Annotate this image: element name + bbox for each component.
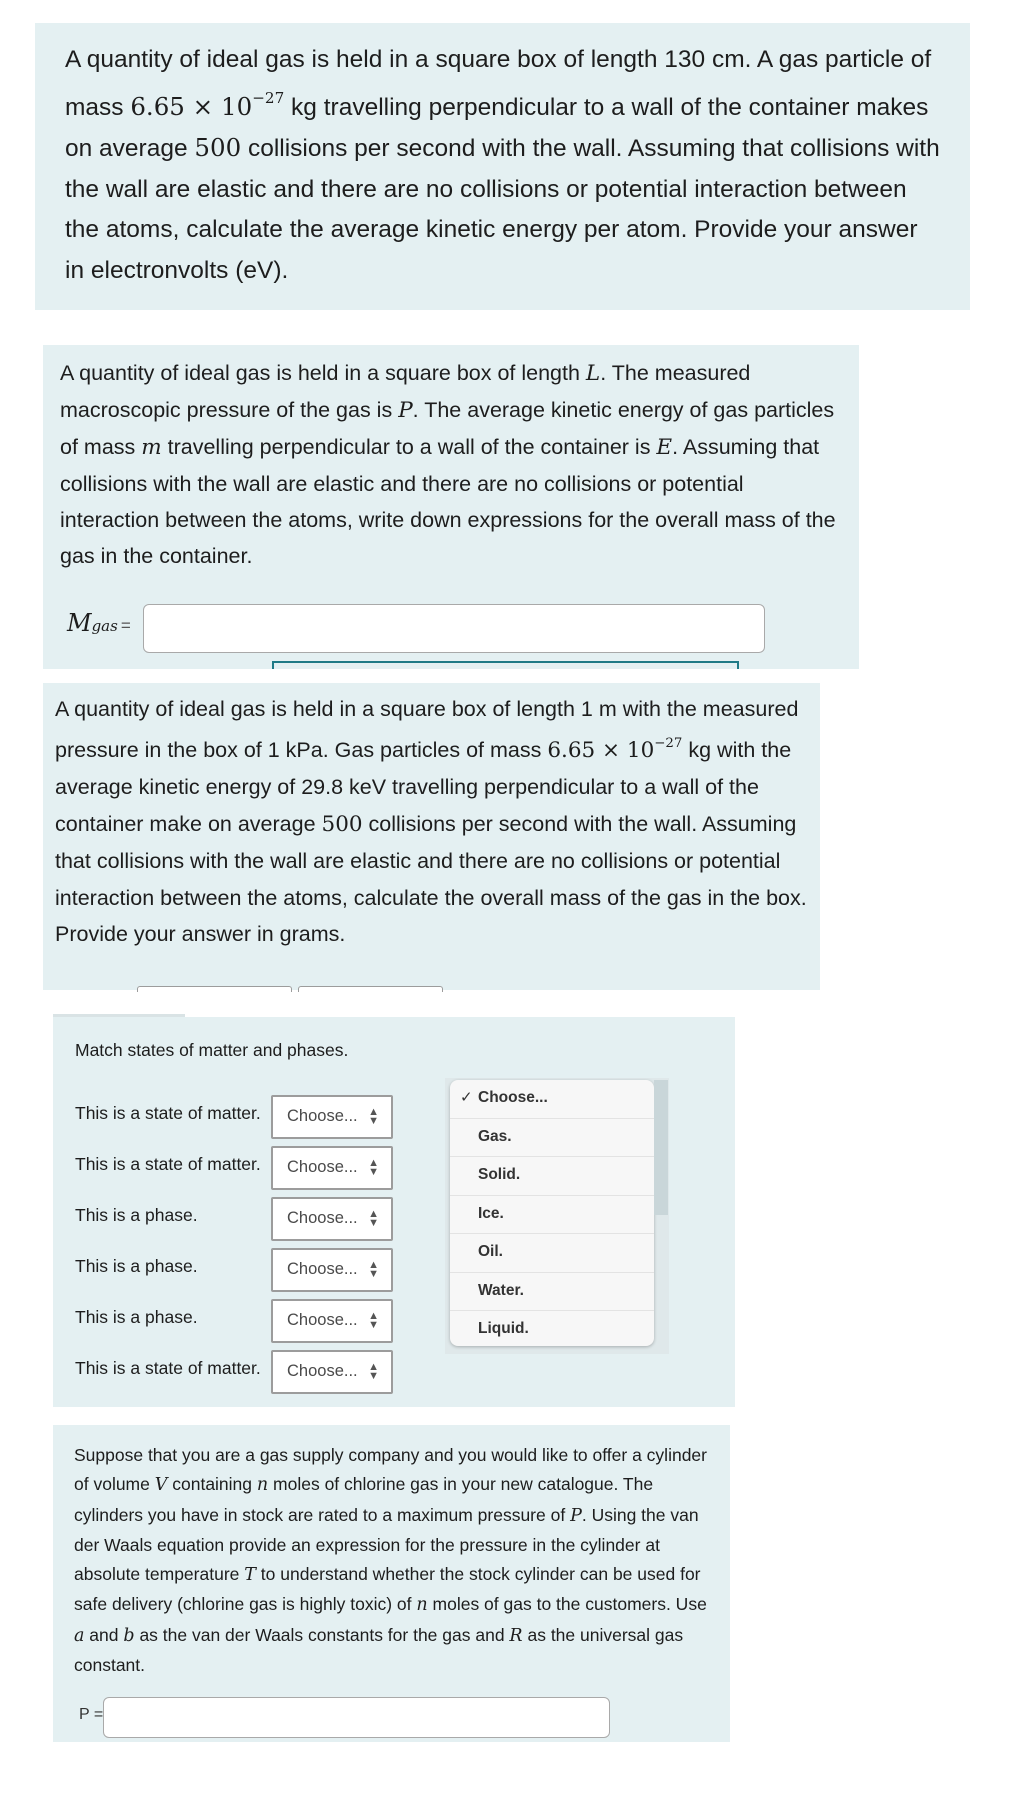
dropdown-option[interactable]: Oil. bbox=[450, 1234, 654, 1273]
updown-arrows-icon: ▲ ▼ bbox=[368, 1157, 379, 1178]
pressure-input[interactable] bbox=[103, 1697, 610, 1738]
mass-label: Mgas = bbox=[67, 609, 131, 637]
match-select-1[interactable]: Choose... ▲ ▼ bbox=[271, 1095, 393, 1139]
dropdown-option[interactable]: Liquid. bbox=[478, 1320, 529, 1337]
dropdown-option[interactable]: Solid. bbox=[450, 1157, 654, 1196]
question-3-panel bbox=[43, 683, 820, 990]
match-row-label: This is a state of matter. bbox=[75, 1103, 261, 1123]
match-select-2[interactable]: Choose... ▲ ▼ bbox=[271, 1146, 393, 1190]
dropdown-option[interactable]: Gas. bbox=[450, 1119, 654, 1158]
question-3-text: A quantity of ideal gas is held in a square box of length 1 m with the measured pressure in the box of 1 kPa. Gas particles of mass $6.65 \times 10^{-27}$ kg with the average kinetic energy of 29.8 keV travelling perpendicular to a wall of the container make on average 500 collisions per second with the wall. Assuming that collisions with the wall are elastic and there are no collisions or potential interaction between the atoms, calculate the overall mass of the gas in the box. Provide your answer in grams. bbox=[55, 697, 807, 947]
question-1-text: A quantity of ideal gas is held in a square box of length 130 cm. A gas particle of mass $6.65 \times 10^{-27}$ kg travelling perpendicular to a wall of the container makes on average 500 collisions per second with the wall. Assuming that collisions with the wall are elastic and there are no collisions or potential interaction between the atoms, calculate the average kinetic energy per atom. Provide your answer in electronvolts (eV). bbox=[65, 46, 940, 284]
mass-gas-input[interactable] bbox=[143, 604, 765, 653]
answer-field-top-2[interactable] bbox=[298, 986, 443, 992]
updown-arrows-icon: ▲ ▼ bbox=[368, 1259, 379, 1280]
checkmark-icon: ✓ bbox=[460, 1089, 473, 1106]
dropdown-menu[interactable] bbox=[450, 1080, 654, 1346]
question-5-panel bbox=[53, 1425, 730, 1742]
focus-outline bbox=[272, 661, 739, 669]
match-prompt: Match states of matter and phases. bbox=[75, 1040, 349, 1060]
match-row-label: This is a state of matter. bbox=[75, 1358, 261, 1378]
question-2-text: A quantity of ideal gas is held in a square box of length L. The measured macroscopic pressure of the gas is P. The average kinetic energy of gas particles of mass m travelling perpendicular to a wall of the container is E. Assuming that collisions with the wall are elastic and there are no collisions or potential interaction between the atoms, write down expressions for the overall mass of the gas in the container. bbox=[60, 361, 836, 568]
match-row-label: This is a phase. bbox=[75, 1205, 198, 1225]
question-5-text: Suppose that you are a gas supply company and you would like to offer a cylinder of volume V containing n moles of chlorine gas in your new catalogue. The cylinders you have in stock are rated to a maximum pressure of P. Using the van der Waals equation provide an expression for the pressure in the cylinder at absolute temperature T to understand whether the stock cylinder can be used for safe delivery (chlorine gas is highly toxic) of n moles of gas to the customers. Use a and b as the van der Waals constants for the gas and R as the universal gas constant. bbox=[74, 1445, 707, 1676]
dropdown-scrollbar[interactable] bbox=[654, 1080, 668, 1215]
dropdown-option[interactable]: Ice. bbox=[450, 1196, 654, 1235]
match-row-label: This is a state of matter. bbox=[75, 1154, 261, 1174]
answer-field-top-1[interactable] bbox=[137, 986, 292, 992]
match-select-4[interactable]: Choose... ▲ ▼ bbox=[271, 1248, 393, 1292]
updown-arrows-icon: ▲ ▼ bbox=[368, 1106, 379, 1127]
match-select-6[interactable]: Choose... ▲ ▼ bbox=[271, 1350, 393, 1394]
match-row-label: This is a phase. bbox=[75, 1256, 198, 1276]
match-row-label: This is a phase. bbox=[75, 1307, 198, 1327]
updown-arrows-icon: ▲ ▼ bbox=[368, 1208, 379, 1229]
dropdown-option[interactable]: Water. bbox=[450, 1273, 654, 1312]
question-1-panel bbox=[35, 23, 970, 310]
pressure-label: P = bbox=[79, 1706, 104, 1723]
updown-arrows-icon: ▲ ▼ bbox=[368, 1361, 379, 1382]
match-select-5[interactable]: Choose... ▲ ▼ bbox=[271, 1299, 393, 1343]
updown-arrows-icon: ▲ ▼ bbox=[368, 1310, 379, 1331]
match-select-3[interactable]: Choose... ▲ ▼ bbox=[271, 1197, 393, 1241]
mass-value: $6.65 \times 10^{-27}$ bbox=[130, 89, 285, 121]
dropdown-option[interactable]: ✓ Choose... bbox=[450, 1080, 654, 1119]
